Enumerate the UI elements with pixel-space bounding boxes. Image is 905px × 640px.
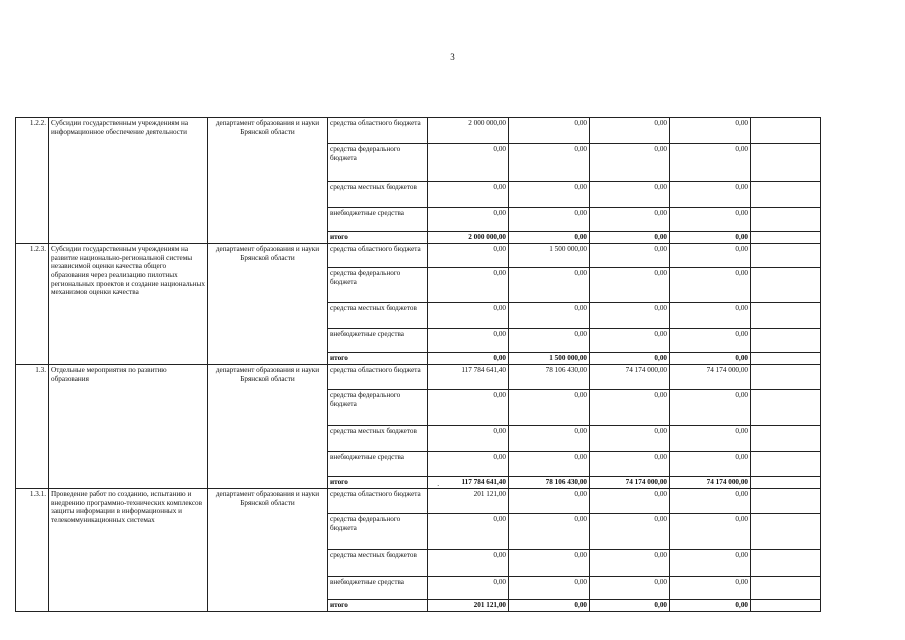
responsible-department: департамент образования и науки Брянской области (208, 365, 328, 489)
amount-cell: 0,00 (428, 182, 509, 208)
empty-cell (751, 477, 821, 489)
funding-source: средства областного бюджета (328, 489, 428, 514)
item-code: 1.2.2. (16, 118, 49, 244)
funding-source: средства местных бюджетов (328, 182, 428, 208)
responsible-department: департамент образования и науки Брянской области (208, 489, 328, 612)
amount-cell: 0,00 (670, 303, 751, 329)
amount-cell: 0,00 (670, 182, 751, 208)
amount-cell: 0,00 (509, 489, 590, 514)
amount-cell: 1 500 000,00 (509, 244, 590, 268)
amount-cell: 0,00 (509, 303, 590, 329)
amount-cell: 0,00 (428, 390, 509, 426)
amount-cell: 0,00 (509, 144, 590, 182)
amount-cell: 0,00 (428, 268, 509, 303)
funding-source: средства федерального бюджета (328, 268, 428, 303)
empty-cell (751, 390, 821, 426)
amount-cell: 0,00 (509, 118, 590, 144)
amount-cell: 1 500 000,00 (509, 353, 590, 365)
amount-cell: 0,00 (590, 489, 670, 514)
empty-cell (751, 577, 821, 600)
empty-cell (751, 600, 821, 612)
funding-source: итого (328, 600, 428, 612)
funding-source: итого (328, 477, 428, 489)
funding-source: внебюджетные средства (328, 577, 428, 600)
amount-cell: 0,00 (670, 353, 751, 365)
amount-cell: 0,00 (590, 353, 670, 365)
amount-cell: 0,00 (590, 426, 670, 452)
amount-cell: 0,00 (670, 390, 751, 426)
amount-cell: 0,00 (590, 244, 670, 268)
amount-cell: 0,00 (670, 144, 751, 182)
amount-cell: 0,00 (670, 244, 751, 268)
amount-cell: 0,00 (428, 514, 509, 550)
amount-cell: 0,00 (670, 600, 751, 612)
amount-cell: 0,00 (670, 426, 751, 452)
funding-source: средства местных бюджетов (328, 303, 428, 329)
amount-cell: 2 000 000,00 (428, 118, 509, 144)
amount-cell: 0,00 (428, 208, 509, 232)
empty-cell (751, 329, 821, 353)
page-number: 3 (450, 52, 455, 62)
amount-cell: 0,00 (509, 426, 590, 452)
amount-cell: 0,00 (590, 452, 670, 477)
funding-source: внебюджетные средства (328, 452, 428, 477)
amount-cell: 0,00 (590, 329, 670, 353)
amount-cell: 0,00 (509, 232, 590, 244)
amount-cell: 0,00 (670, 452, 751, 477)
amount-cell: 0,00 (670, 268, 751, 303)
amount-cell: 201 121,00 (428, 600, 509, 612)
amount-cell: 117 784 641,40 (428, 365, 509, 390)
amount-cell: 0,00 (590, 514, 670, 550)
responsible-department: департамент образования и науки Брянской области (208, 244, 328, 365)
empty-cell (751, 244, 821, 268)
amount-cell: 74 174 000,00 (590, 477, 670, 489)
funding-source: средства местных бюджетов (328, 426, 428, 452)
item-name: Отдельные мероприятия по развитию образования (49, 365, 208, 489)
empty-cell (751, 452, 821, 477)
amount-cell: 0,00 (590, 268, 670, 303)
amount-cell: 0,00 (509, 208, 590, 232)
funding-source: средства областного бюджета (328, 365, 428, 390)
empty-cell (751, 144, 821, 182)
empty-cell (751, 365, 821, 390)
item-code: 1.2.3. (16, 244, 49, 365)
amount-cell: 78 106 430,00 (509, 477, 590, 489)
amount-cell: 0,00 (670, 208, 751, 232)
item-code: 1.3. (16, 365, 49, 489)
amount-cell: 0,00 (428, 353, 509, 365)
amount-cell: 74 174 000,00 (670, 365, 751, 390)
amount-cell: 0,00 (428, 577, 509, 600)
amount-cell: 0,00 (670, 577, 751, 600)
amount-cell: 0,00 (428, 426, 509, 452)
empty-cell (751, 514, 821, 550)
amount-cell: 0,00 (590, 303, 670, 329)
empty-cell (751, 232, 821, 244)
empty-cell (751, 208, 821, 232)
amount-cell: 0,00 (428, 303, 509, 329)
amount-cell: 0,00 (509, 268, 590, 303)
funding-source: средства областного бюджета (328, 244, 428, 268)
item-name: Субсидии государственным учреждениям на развитие национально-региональной системы независимой оценки качества общего образования через реализацию пилотных региональных проектов и создание национальных механизмов оценки качества (49, 244, 208, 365)
amount-cell: 201 121,00 (428, 489, 509, 514)
empty-cell (751, 182, 821, 208)
item-name: Проведение работ по созданию, испытанию и внедрению программно-технических комплексов защиты информации в информационных и телекоммуникационных системах (49, 489, 208, 612)
amount-cell: 0,00 (590, 600, 670, 612)
amount-cell: 0,00 (590, 550, 670, 577)
table-row (16, 118, 821, 144)
empty-cell (751, 426, 821, 452)
funding-source: итого (328, 353, 428, 365)
funding-source: средства областного бюджета (328, 118, 428, 144)
funding-source: средства федерального бюджета (328, 144, 428, 182)
item-code: 1.3.1. (16, 489, 49, 612)
amount-cell: 0,00 (590, 390, 670, 426)
empty-cell (751, 118, 821, 144)
funding-source: внебюджетные средства (328, 208, 428, 232)
amount-cell: 0,00 (509, 329, 590, 353)
amount-cell: 74 174 000,00 (670, 477, 751, 489)
empty-cell (751, 550, 821, 577)
amount-cell: 0,00 (670, 329, 751, 353)
empty-cell (751, 303, 821, 329)
amount-cell: 0,00 (670, 514, 751, 550)
amount-cell: 0,00 (509, 514, 590, 550)
amount-cell: 0,00 (509, 390, 590, 426)
empty-cell (751, 268, 821, 303)
amount-cell: 74 174 000,00 (590, 365, 670, 390)
amount-cell: 0,00 (670, 118, 751, 144)
amount-cell: 0,00 (509, 600, 590, 612)
amount-cell: 0,00 (590, 118, 670, 144)
table-row (16, 244, 821, 268)
amount-cell: 0,00 (509, 550, 590, 577)
empty-cell (751, 489, 821, 514)
amount-cell: 117 784 641,40 (428, 477, 509, 489)
amount-cell: 78 106 430,00 (509, 365, 590, 390)
amount-cell: 0,00 (670, 232, 751, 244)
amount-cell: 0,00 (590, 577, 670, 600)
empty-cell (751, 353, 821, 365)
funding-source: внебюджетные средства (328, 329, 428, 353)
amount-cell: 0,00 (509, 182, 590, 208)
funding-source: средства местных бюджетов (328, 550, 428, 577)
amount-cell: 2 000 000,00 (428, 232, 509, 244)
funding-source: средства федерального бюджета (328, 514, 428, 550)
amount-cell: 0,00 (428, 452, 509, 477)
amount-cell: 0,00 (428, 244, 509, 268)
amount-cell: 0,00 (428, 550, 509, 577)
amount-cell: 0,00 (590, 232, 670, 244)
amount-cell: 0,00 (670, 550, 751, 577)
stray-mark: · (437, 482, 440, 490)
table-row (16, 365, 821, 390)
funding-source: средства федерального бюджета (328, 390, 428, 426)
item-name: Субсидии государственным учреждениям на информационное обеспечение деятельности (49, 118, 208, 244)
responsible-department: департамент образования и науки Брянской области (208, 118, 328, 244)
amount-cell: 0,00 (670, 489, 751, 514)
table-row (16, 489, 821, 514)
funding-source: итого (328, 232, 428, 244)
budget-table (15, 117, 821, 612)
amount-cell: 0,00 (428, 144, 509, 182)
amount-cell: 0,00 (428, 329, 509, 353)
amount-cell: 0,00 (509, 452, 590, 477)
amount-cell: 0,00 (590, 182, 670, 208)
amount-cell: 0,00 (509, 577, 590, 600)
amount-cell: 0,00 (590, 144, 670, 182)
amount-cell: 0,00 (590, 208, 670, 232)
